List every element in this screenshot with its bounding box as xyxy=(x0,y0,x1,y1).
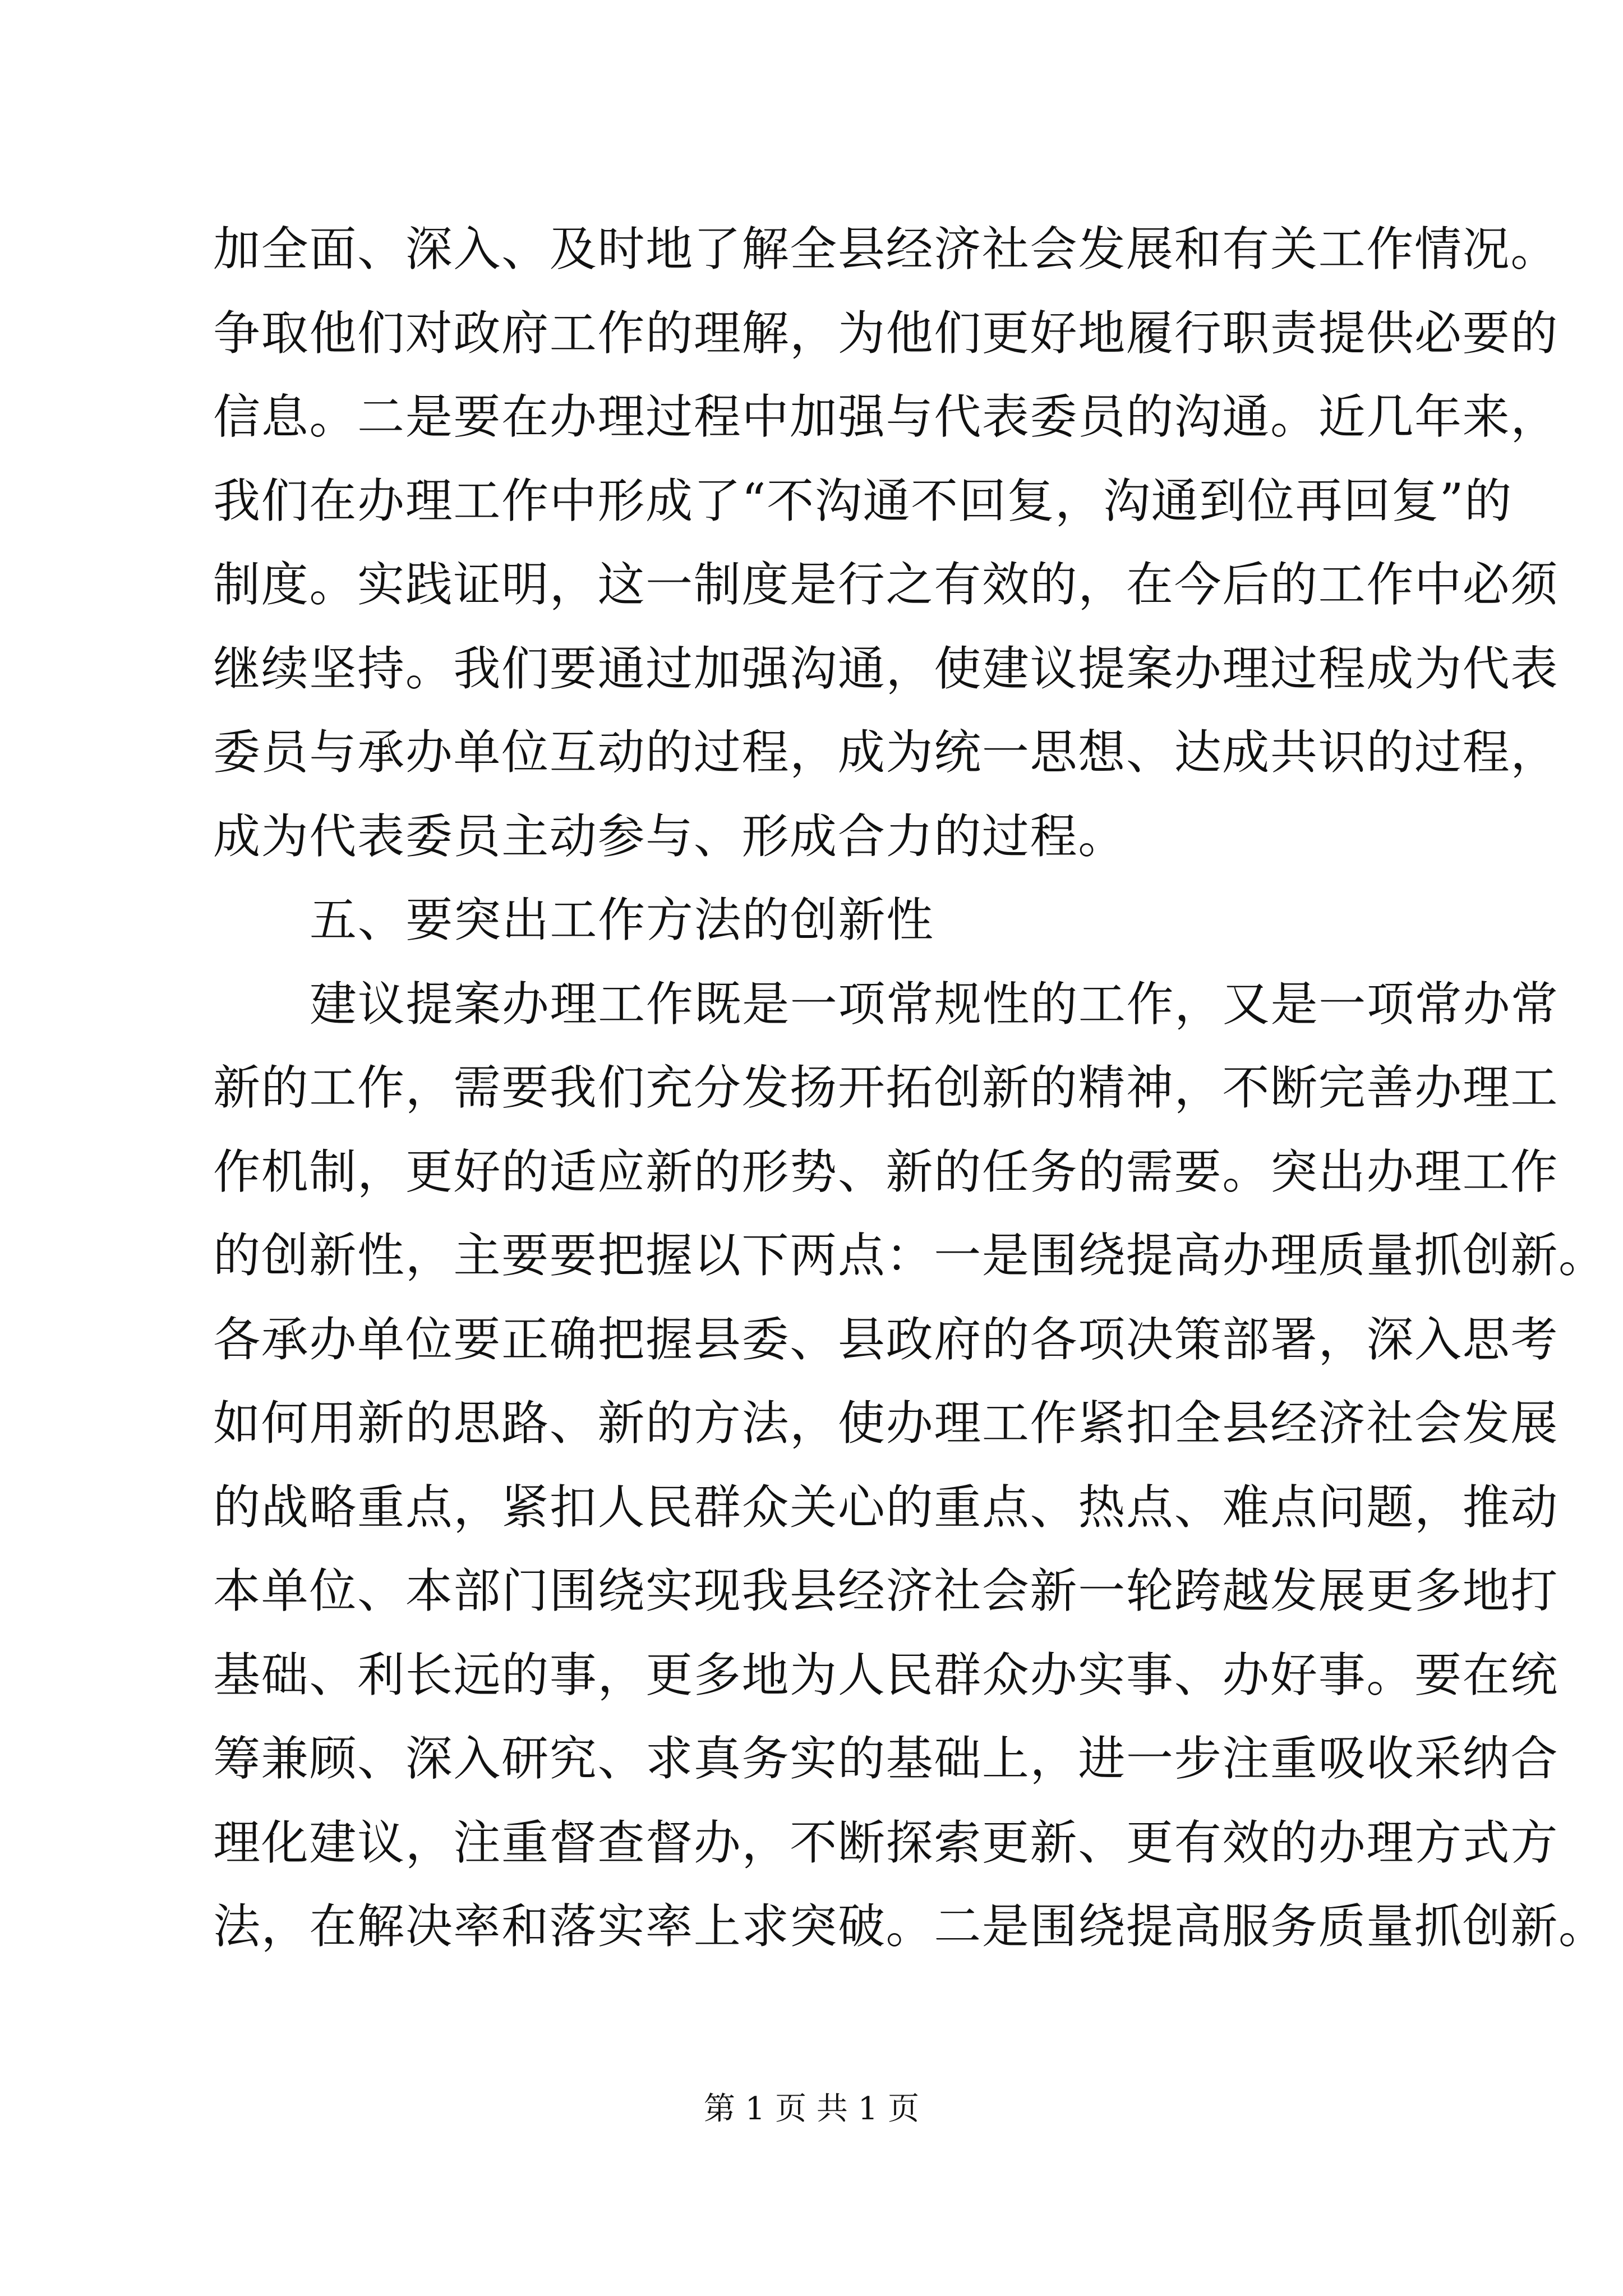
text-line: 我们在办理工作中形成了“不沟通不回复，沟通到位再回复”的 xyxy=(213,473,1513,528)
text-line: 委员与承办单位互动的过程，成为统一思想、达成共识的过程， xyxy=(213,725,1559,780)
text-line: 争取他们对政府工作的理解，为他们更好地履行职责提供必要的 xyxy=(213,305,1559,361)
text-line: 成为代表委员主动参与、形成合力的过程。 xyxy=(213,808,1126,864)
text-line: 理化建议，注重督查督办，不断探索更新、更有效的办理方式方 xyxy=(213,1815,1559,1870)
text-line: 加全面、深入、及时地了解全县经济社会发展和有关工作情况。 xyxy=(213,222,1559,277)
text-line: 继续坚持。我们要通过加强沟通，使建议提案办理过程成为代表 xyxy=(213,641,1559,696)
text-line: 本单位、本部门围绕实现我县经济社会新一轮跨越发展更多地打 xyxy=(213,1563,1559,1618)
text-line: 信息。二是要在办理过程中加强与代表委员的沟通。近几年来， xyxy=(213,389,1559,444)
text-line: 各承办单位要正确把握县委、县政府的各项决策部署，深入思考 xyxy=(213,1312,1559,1367)
text-line: 建议提案办理工作既是一项常规性的工作，又是一项常办常 xyxy=(310,976,1559,1032)
section-heading: 五、要突出工作方法的创新性 xyxy=(310,892,934,947)
document-body xyxy=(213,208,1607,1969)
text-line: 筹兼顾、深入研究、求真务实的基础上，进一步注重吸收采纳合 xyxy=(213,1731,1559,1786)
text-line: 制度。实践证明，这一制度是行之有效的，在今后的工作中必须 xyxy=(213,557,1559,612)
text-line: 的创新性，主要要把握以下两点：一是围绕提高办理质量抓创新。 xyxy=(213,1228,1607,1283)
text-line: 作机制，更好的适应新的形势、新的任务的需要。突出办理工作 xyxy=(213,1144,1559,1199)
text-line: 的战略重点，紧扣人民群众关心的重点、热点、难点问题，推动 xyxy=(213,1479,1559,1535)
page-footer: 第 1 页 共 1 页 xyxy=(703,2091,920,2127)
text-line: 法，在解决率和落实率上求突破。二是围绕提高服务质量抓创新。 xyxy=(213,1899,1607,1954)
text-line: 基础、利长远的事，更多地为人民群众办实事、办好事。要在统 xyxy=(213,1647,1559,1703)
text-line: 如何用新的思路、新的方法，使办理工作紧扣全县经济社会发展 xyxy=(213,1396,1559,1451)
text-line: 新的工作，需要我们充分发扬开拓创新的精神，不断完善办理工 xyxy=(213,1060,1559,1115)
